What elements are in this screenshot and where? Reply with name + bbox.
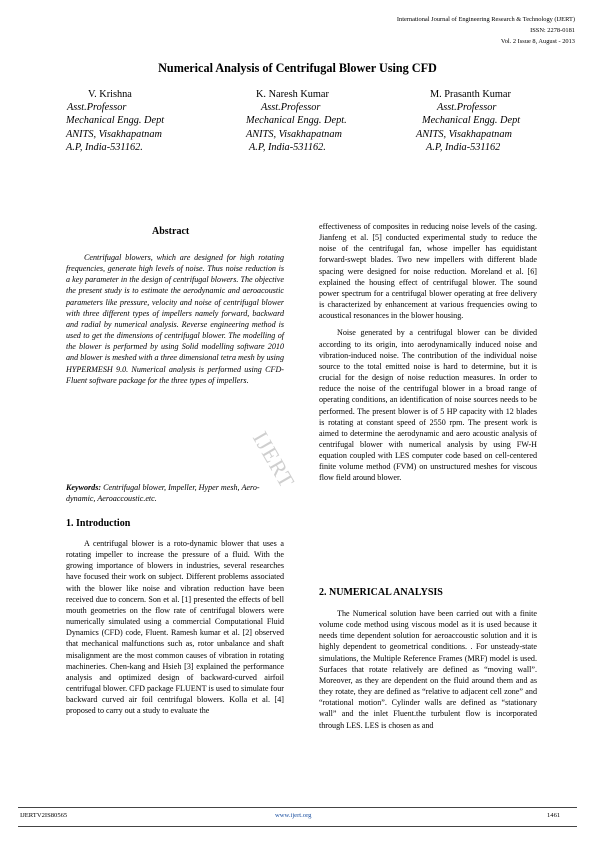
intro-heading: 1. Introduction — [66, 518, 131, 529]
intro-body — [66, 538, 284, 717]
author-dept: Mechanical Engg. Dept — [66, 115, 165, 127]
author-dept: Mechanical Engg. Dept — [422, 115, 521, 127]
footer-rule — [18, 807, 577, 808]
right-column-top — [319, 221, 537, 484]
author-block-3 — [416, 88, 520, 154]
author-location: A.P, India-531162. — [66, 141, 143, 153]
journal-volume: Vol. 2 Issue 8, August - 2013 — [500, 38, 575, 45]
abstract-text: Centrifugal blowers, which are designed for high rotating frequencies, generate high levels of noise. Thus noise reduction is a key parameter in the design of centrifugal blowers. The objective the present study is to estimate the aerodynamic and aeroacoustic parameters like pressure, velocity and noise of centrifugal blower with three different types of impellers namely forward, backward and radial by numerical analysis. Reverse engineering method is used to get the dimensions of centrifugal blower. The modelling of the blower is performed by using Solid modelling software 2010 and blower is meshed with a three dimensional tetra mesh by using HYPERMESH 9.0. Numerical analysis is performed using CFD-Fluent software package for the three types of impellers. — [66, 253, 284, 385]
paper-title: Numerical Analysis of Centrifugal Blower Using CFD — [158, 61, 437, 75]
author-position: Asst.Professor — [67, 102, 127, 114]
paragraph: Noise generated by a centrifugal blower can be divided according to its origin, into aerodynamically induced noise and vibration-induced noise. The contribution of the individual noise source to the total emitted noise is hard to determine, but it is crucial for the design of noise reduction measures. In order to reduce the noise of the centrifugal blower in a broad range of operating conditions, an identification of noise sources needs to be performed. The present blower is of 5 HP capacity with 12 blades is rotating at constant speed of 2550 rpm. The present work is aimed to determine the aerodynamic and aero acoustic analysis of centrifugal blower with numerical analysis by using FW-H equation coupled with LES computer code based on cell-centered finite volume method (FVM) on unstructured meshes for viscous flow field around blower. — [319, 328, 537, 483]
journal-issn: ISSN: 2278-0181 — [530, 27, 575, 34]
abstract-body — [66, 252, 284, 386]
author-institution: ANITS, Visakhapatnam — [246, 128, 342, 140]
paragraph: effectiveness of composites in reducing noise levels of the casing. Jianfeng et al. [5] conducted experimental study to reduce the noise of the centrifugal fan, whose impeller has equidistant forward-swept blades. Two new impellers with different blade spacing were designed for noise reduction. Moreland et al. [6] explained the housing effect of centrifugal blower. The sound power spectrum for a centrifugal blower operating at free delivery is characterized by enhancement at various frequencies owing to acoustical resonances in the blower housing. — [319, 222, 537, 321]
watermark: IJERT — [247, 427, 301, 493]
author-block-2 — [246, 88, 347, 154]
section-heading-numerical-analysis: 2. NUMERICAL ANALYSIS — [319, 587, 443, 598]
author-location: A.P, India-531162 — [426, 141, 501, 153]
author-position: Asst.Professor — [261, 102, 321, 114]
author-institution: ANITS, Visakhapatnam — [416, 128, 512, 140]
intro-text: A centrifugal blower is a roto-dynamic blower that uses a rotating impeller to increase the pressure of a fluid. With the growing importance of blowers in industries, several researches have focused their work on subject. Different problems associated with the blower like noise and vibration reduction have been received due to concern. Son et al. [1] presented the effects of bell mouth geometries on the flow rate of centrifugal blowers were numerically simulated using a commercial Computational Fluid Dynamics (CFD) code, Fluent. Ramesh kumar et al. [2] observed that mechanical malfunctions such as, rotor unbalance and shaft misalignment are the most common causes of vibration in rotating machineries. Chen-kang and Hsieh [3] explained the performance analysis and optimized design of backward-curved airfoil centrifugal blower. CFD package FLUENT is used to simulate four backward curved air foil centrifugal blowers. Kolla et al. [4] proposed to carry out a study to evaluate the — [66, 539, 284, 716]
right-column-bottom — [319, 608, 537, 731]
author-name: M. Prasanth Kumar — [430, 89, 511, 100]
author-institution: ANITS, Visakhapatnam — [66, 128, 162, 140]
journal-name: International Journal of Engineering Research & Technology (IJERT) — [396, 16, 575, 23]
author-name: K. Naresh Kumar — [256, 89, 329, 100]
author-name: V. Krishna — [88, 89, 132, 100]
author-dept: Mechanical Engg. Dept. — [246, 115, 347, 127]
paragraph: The Numerical solution have been carried out with a finite volume code method using viscous model as it is used because it needs time dependent solution for aeroaccoustic solution and it is highly dependent to geometrical conditions. . For unsteady-state simulations, the Multiple Reference Frames (MRF) model is used. Surfaces that rotate relatively are defined as “moving wall”. Moreover, as they are dependent on the fluid around them and as they rotate, they are defined as “relative to adjacent cell zone” and “rotational motion”. Cylinder walls are defined as “stationary wall” and the inlet Fluent.the turbulent flow is incorporated through LES. LES is chosen as and — [319, 609, 537, 730]
keywords-text: Centrifugal blower, Impeller, Hyper mesh, Aero-dynamic, Aeroaccoustic.etc. — [66, 483, 260, 503]
footer-rule-bottom — [18, 826, 577, 827]
author-location: A.P, India-531162. — [249, 141, 326, 153]
keywords-label: Keywords: — [66, 483, 102, 492]
abstract-heading: Abstract — [152, 226, 190, 237]
footer-code: IJERTV2IS80565 — [20, 812, 68, 819]
footer-url-link[interactable]: www.ijert.org — [275, 812, 312, 819]
author-block-1 — [66, 88, 164, 154]
author-position: Asst.Professor — [437, 102, 497, 114]
page-number: 1461 — [547, 812, 561, 819]
keywords — [66, 482, 284, 504]
